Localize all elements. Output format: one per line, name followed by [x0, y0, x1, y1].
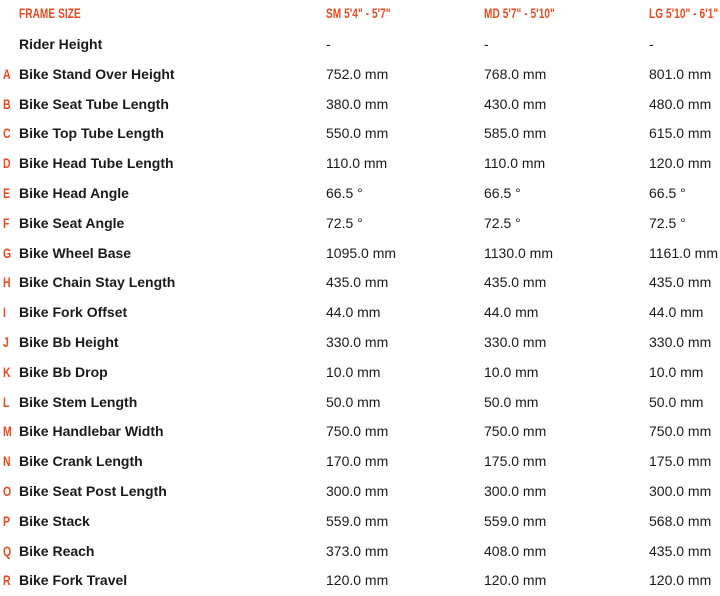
row-label: Bike Bb Height: [19, 333, 119, 350]
table-row: [0, 239, 720, 269]
size-sm-header: SM 5'4" - 5'7": [326, 5, 391, 21]
table-row: [0, 537, 720, 567]
table-row: [0, 566, 720, 596]
size-md-value: 768.0 mm: [484, 65, 547, 82]
row-letter: K: [3, 363, 11, 380]
size-lg-value: 480.0 mm: [649, 95, 712, 112]
row-label: Bike Stem Length: [19, 393, 138, 410]
size-md-value: 72.5 °: [484, 214, 521, 231]
size-lg-value: 50.0 mm: [649, 393, 704, 410]
table-row: [0, 149, 720, 179]
table-row: [0, 507, 720, 537]
size-sm-value: 559.0 mm: [326, 512, 389, 529]
size-sm-value: 373.0 mm: [326, 542, 389, 559]
size-lg-value: -: [649, 36, 654, 52]
row-label: Bike Top Tube Length: [19, 125, 164, 142]
size-sm-value: 550.0 mm: [326, 125, 389, 142]
row-letter: P: [3, 512, 11, 529]
row-letter: Q: [3, 542, 12, 559]
table-row: [0, 179, 720, 209]
size-md-value: 750.0 mm: [484, 423, 547, 440]
row-letter: O: [3, 482, 12, 499]
size-md-value: 300.0 mm: [484, 482, 547, 499]
row-letter: I: [3, 304, 6, 321]
table-row: [0, 298, 720, 328]
table-body: [0, 30, 720, 596]
row-label: Bike Chain Stay Length: [19, 274, 176, 291]
size-md-value: 44.0 mm: [484, 304, 539, 321]
row-label: Rider Height: [19, 36, 103, 52]
size-sm-value: 44.0 mm: [326, 304, 381, 321]
row-label: Bike Wheel Base: [19, 244, 132, 261]
size-lg-value: 330.0 mm: [649, 333, 712, 350]
size-lg-value: 435.0 mm: [649, 542, 712, 559]
size-sm-value: 752.0 mm: [326, 65, 389, 82]
row-letter: E: [3, 184, 11, 201]
size-lg-value: 175.0 mm: [649, 453, 712, 470]
size-md-value: 66.5 °: [484, 184, 521, 201]
size-lg-value: 120.0 mm: [649, 572, 712, 589]
row-label: Bike Seat Tube Length: [19, 95, 169, 112]
table-row: [0, 328, 720, 358]
size-lg-header: LG 5'10" - 6'1": [649, 5, 719, 21]
size-md-header: MD 5'7" - 5'10": [484, 5, 555, 21]
size-lg-value: 568.0 mm: [649, 512, 712, 529]
row-label: Bike Handlebar Width: [19, 423, 164, 440]
size-sm-value: 170.0 mm: [326, 453, 389, 470]
row-letter: F: [3, 214, 10, 231]
size-sm-value: 435.0 mm: [326, 274, 389, 291]
size-lg-value: 120.0 mm: [649, 155, 712, 172]
row-label: Bike Fork Offset: [19, 304, 128, 321]
size-sm-value: 50.0 mm: [326, 393, 381, 410]
row-letter: A: [3, 65, 11, 82]
table-row: [0, 90, 720, 120]
size-sm-value: 110.0 mm: [326, 155, 388, 172]
row-letter: J: [3, 333, 9, 350]
size-sm-value: 380.0 mm: [326, 95, 389, 112]
size-md-value: 435.0 mm: [484, 274, 547, 291]
row-label: Bike Head Angle: [19, 184, 129, 201]
row-label: Bike Seat Angle: [19, 214, 125, 231]
size-lg-value: 300.0 mm: [649, 482, 712, 499]
row-label: Bike Head Tube Length: [19, 155, 174, 172]
size-md-value: 559.0 mm: [484, 512, 547, 529]
table-row: [0, 268, 720, 298]
size-md-value: 330.0 mm: [484, 333, 547, 350]
size-sm-value: 120.0 mm: [326, 572, 389, 589]
size-md-value: 10.0 mm: [484, 363, 539, 380]
size-md-value: 175.0 mm: [484, 453, 547, 470]
size-sm-value: 1095.0 mm: [326, 244, 397, 261]
row-label: Bike Stand Over Height: [19, 65, 175, 82]
size-lg-value: 44.0 mm: [649, 304, 704, 321]
size-sm-value: 66.5 °: [326, 184, 363, 201]
size-md-value: 50.0 mm: [484, 393, 539, 410]
table-row: [0, 358, 720, 388]
row-letter: B: [3, 95, 11, 112]
size-lg-value: 66.5 °: [649, 184, 686, 201]
size-sm-value: 750.0 mm: [326, 423, 389, 440]
size-lg-value: 72.5 °: [649, 214, 686, 231]
size-sm-value: 300.0 mm: [326, 482, 389, 499]
size-lg-value: 801.0 mm: [649, 65, 712, 82]
size-lg-value: 1161.0 mm: [649, 244, 718, 261]
table-row: [0, 30, 720, 60]
table-row: [0, 388, 720, 418]
row-label: Bike Reach: [19, 542, 95, 559]
row-label: Bike Fork Travel: [19, 572, 128, 589]
size-lg-value: 435.0 mm: [649, 274, 712, 291]
row-letter: M: [3, 423, 12, 440]
size-lg-value: 750.0 mm: [649, 423, 712, 440]
row-label: Bike Stack: [19, 512, 90, 529]
row-label: Bike Crank Length: [19, 453, 143, 470]
row-letter: L: [3, 393, 10, 410]
row-letter: R: [3, 572, 11, 589]
table-row: [0, 119, 720, 149]
row-label: Bike Bb Drop: [19, 363, 108, 380]
frame-size-header: FRAME SIZE: [19, 5, 81, 21]
size-sm-value: 330.0 mm: [326, 333, 389, 350]
size-md-value: 1130.0 mm: [484, 244, 553, 261]
table-row: [0, 477, 720, 507]
row-letter: N: [3, 453, 11, 470]
size-md-value: 408.0 mm: [484, 542, 547, 559]
size-lg-value: 10.0 mm: [649, 363, 704, 380]
size-sm-value: 72.5 °: [326, 214, 363, 231]
row-letter: G: [3, 244, 12, 261]
row-letter: C: [3, 125, 11, 142]
row-letter: D: [3, 155, 11, 172]
size-md-value: 110.0 mm: [484, 155, 546, 172]
size-lg-value: 615.0 mm: [649, 125, 712, 142]
size-md-value: 120.0 mm: [484, 572, 547, 589]
table-row: [0, 447, 720, 477]
table-header-row: [0, 0, 720, 30]
size-md-value: 585.0 mm: [484, 125, 547, 142]
size-md-value: 430.0 mm: [484, 95, 547, 112]
table-row: [0, 60, 720, 90]
size-sm-value: -: [326, 36, 331, 52]
table-row: [0, 209, 720, 239]
row-letter: H: [3, 274, 11, 291]
row-label: Bike Seat Post Length: [19, 482, 167, 499]
table-row: [0, 417, 720, 447]
size-sm-value: 10.0 mm: [326, 363, 381, 380]
size-md-value: -: [484, 36, 489, 52]
